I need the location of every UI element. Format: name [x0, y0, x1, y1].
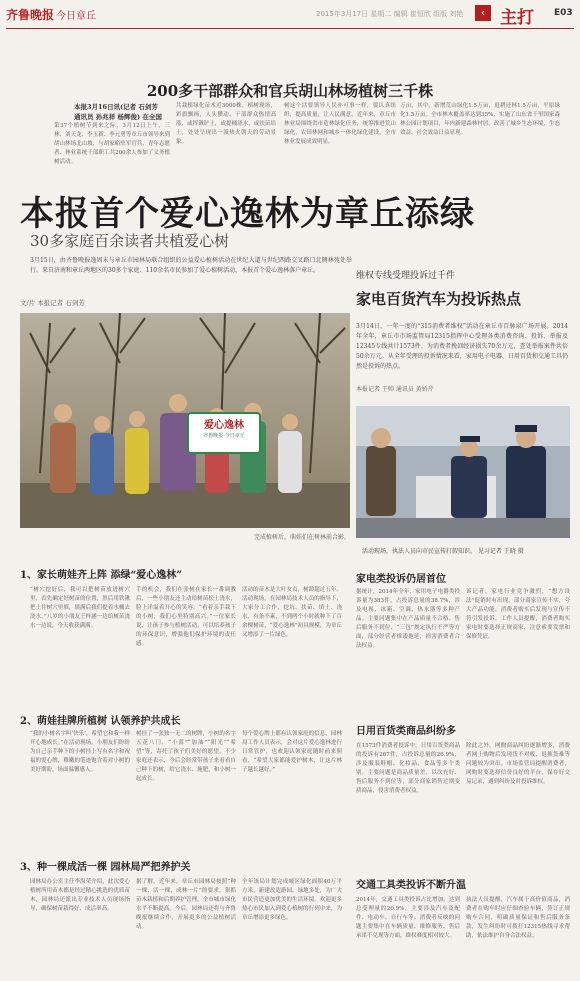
top-story-byline: 本报3月16日讯(记者 石剑芳 通讯员 孙兆祥 杨辉俊) 在全国 — [74, 103, 162, 121]
consumer-section-1-col-2: 诉记者，家电行业竞争激烈，“想方设法”促销时有出现，部分商家宣传不实，夸大产品功能，消费者购买后发现与宣传不符引发投诉。工作人员提醒，消费者购买家电时要选择正规商家，注意索要发票和保修凭证。 — [466, 589, 570, 640]
page-tab-label: 主打 — [500, 8, 534, 28]
section-2-heading: 2、萌娃挂牌所植树 认领养护共成长 — [20, 716, 181, 727]
top-story-col-2: 共栽植绿化苗木近3000株。植树现场，彩旗飘扬，人头攒动，干部群众热情高涨，或挥锹铲土，或提桶浇水，或扶苗培土，处处呈现出一派热火朝天的劳动景象。 — [176, 103, 276, 145]
section-3-col-1: 园林局办公室主任李海荣介绍，此次爱心植树所用苗木都是经过精心挑选的优质苗木，园林局还派出专业技术人员现场指导，确保树苗栽得好、成活率高。 — [30, 879, 130, 912]
consumer-headline: 家电百货汽车为投诉热点 — [356, 290, 522, 308]
main-subtitle: 30多家庭百余读者共植爱心树 — [30, 232, 230, 250]
section-name: 今日章丘 — [56, 11, 96, 22]
consumer-section-2-col-1: 在1573件消费者投诉中，日用百货类商品的投诉有267件，占投诉总量的26.9%，涉及服装鞋帽、化妆品、食品等多个类别。主要问题是商品质量差、以次充好、售后服务不到位等，部分商家销售过期变质商品，侵害消费者权益。 — [356, 743, 460, 794]
section-1-col-3: 活动的苗木是大叶女贞，树龄超过五年。活动现场，在园林局技术人员的指导下，大家分工合作，挖坑、扶苗、填土、浇水，有条不紊，不到两个小时就种下了百余棵树苗，“爱心逸林”初具规模，为章丘又增添了一片绿色。 — [242, 587, 342, 638]
consumer-kicker: 维权专线受理投诉过千件 — [356, 271, 456, 281]
consumer-section-2-col-2: 除此之外，网购商品纠纷逐渐增多，消费者网上购物后发现货不对板、退换货难等问题较为突出。市场监管局提醒消费者，网购时要选择信誉良好的平台，保存好交易记录，遇到纠纷及时投诉维权。 — [466, 743, 570, 785]
page-number: E03 — [554, 8, 573, 18]
top-story-col-1: 第37个植树节到来之际，3月12日上午，三林、刘天龙、李玉新、李元勇等章丘市领导来到胡山林场北山坡，与胡家峪驻军官兵、青年志愿者、林业系统干部职工共200余人参加了义务植树活动。 — [54, 123, 170, 165]
photo-sign-subtext: 齐鲁晚报·今日章丘 — [203, 433, 245, 439]
main-photo — [20, 313, 350, 528]
consumer-section-3-heading: 交通工具类投诉不断升温 — [356, 880, 466, 891]
consumer-lead: 3月14日，一年一度的“315消费者维权”活动在章丘市百脉泉广场开展。2014年全年，章丘市市场监管局12315指挥中心受理各类消费咨询、投诉、举报及12345专线共计1573件，为消费者挽回经济损失70余万元，查处举报案件共倍50余万元。从全年受理的投诉情况来看，家用电子电器、日用百货和交通工具仍然是投诉的热点。 — [356, 323, 568, 370]
chevron-left-icon: ‹ — [475, 5, 491, 21]
main-lead: 3月15日，由齐鲁晚报逸周末与章丘市园林局联合组织的公益爱心植树活动在世纪大道与世纪西路交叉路口北侧林苑处举行。来自济南和章丘两地区的30多个家庭、110余名市民参加了爱心植树活动，本报首个爱心逸林落户章丘。 — [30, 257, 352, 274]
consumer-section-1-heading: 家电类投诉仍居首位 — [356, 574, 446, 585]
consumer-photo-caption: 活动现场，执法人员向市民宣传打假知识。 见习记者 王晓 摄 — [362, 548, 524, 555]
section-1-heading: 1、家长萌娃齐上阵 添绿“爱心逸林” — [20, 570, 182, 581]
section-2-col-1: “我的小树名字叫‘快乐’，希望它和我一样开心地成长。”在活动现场，小朋友们纷纷为自己亲手种下的小树挂上写有名字和祝福的爱心牌，稚嫩的笔迹饱含着对小树的美好期盼，场面温馨感人。 — [30, 731, 130, 773]
consumer-section-1-col-1: 据统计，2014年全年，家用电子电器类投诉量为383件，占投诉总量的38.7%，涉及电视、冰箱、空调、热水器等多种产品。主要问题集中在产品质量不合格、售后服务不到位、“三包”规定执行不严等方面，部分经营者推诿拖延，损害消费者合法权益。 — [356, 589, 460, 649]
date-meta: 2015年3月17日 星期二 编辑 崔恒欣 组版 刘艳 — [316, 10, 464, 18]
section-1-col-1: “树穴挖好后，我可以把树苗放进树穴里，首先确定好树苗的位置，然后用铁锹把土往树穴里填，填满后我们提着水桶去浇水。”八岁的小朋友王梓涵一边给树苗浇水一边说，今天收获满满。 — [30, 587, 130, 629]
top-story-title: 200多干部群众和官兵胡山林场植树三千株 — [146, 82, 434, 100]
section-2-col-3: 每个爱心牌上都有认领家庭的信息，园林局工作人员表示，会对这片爱心逸林进行日常管护，也欢迎认领家庭随时前来照看，“希望大家都能爱护树木，让这片林子越长越好。” — [242, 731, 342, 773]
section-1-col-2: 手的机会，我们在张树在家长一番调教后，一些小朋友还主动给树苗松土浇水，脸上洋溢着开心的笑容。“看着亲手栽下的小树，我们心里特别高兴。”一位家长说，让孩子参与植树活动，可以培养孩子的环保意识，增强他们保护环境的责任感。 — [136, 587, 236, 647]
header-rule — [6, 28, 574, 29]
consumer-photo — [356, 406, 570, 538]
top-story-col-3: 树这个活要领导人民亦可事一样，要认真组织，提高质量，让人民满意。近年来，章丘市林业局围绕省市造林绿化任务，统筹推进荒山绿化、农田林网和城乡一体化绿化建设，全市林业发展成效明显。 — [284, 103, 396, 145]
top-story-col-4: 万亩，其中，新增荒山绿化1.5万亩，退耕还林1.5万亩，平原绿化1.5万亩。全市林木覆盖率达到35%，实施了山东省千里国家森林公园计划项目，年内新建森林村居，改善了城乡生态环境，生态效益、社会效益日益显现。 — [400, 103, 560, 136]
section-3-col-3: 全年该局计划完成城区绿化面积40万平方米，新建改造游园、绿地多处，为广大市民营造更加优美的生活环境。欢迎更多热心市民加入到爱心植树的行列中来，为章丘增添更多绿色。 — [242, 879, 342, 921]
consumer-section-3-col-1: 2014年，交通工具类投诉占比增加，达到总受理量的20.9%，主要涉及汽车及配件、电动车、自行车等。消费者反映的问题主要集中在车辆质量、维修服务、售后承诺不兑现等方面，维权难度相对较大。 — [356, 897, 460, 939]
main-photo-caption: 完成植树后，萌娃们在树林前合影。 — [253, 534, 350, 541]
consumer-byline: 本报记者 王帅 通讯员 黄娇芹 — [356, 386, 434, 393]
consumer-section-2-heading: 日用百货类商品纠纷多 — [356, 726, 456, 737]
newspaper-logo: 齐鲁晚报 — [6, 8, 55, 22]
main-byline: 文/片 本报记者 石剑芳 — [20, 299, 85, 307]
main-headline: 本报首个爱心逸林为章丘添绿 — [20, 194, 475, 234]
photo-sign-text: 爱心逸林 — [204, 420, 244, 431]
section-2-col-2: 树挂了一张独一无二的树牌，小树的名字五花八门，“小蓝”“加油”“阳光”“希望”等，寄托了孩子们美好的愿望。不少家庭还表示，今后会经常带孩子来看看自己种下的树，给它浇水、施肥，和小树一起成长。 — [136, 731, 236, 782]
section-3-col-2: 据了解，近年来，章丘市园林局按照“种一棵、活一棵、成林一片”的要求，狠抓苗木栽植和后期养护管理，全市城市绿化水平不断提高。今后，园林局还将与齐鲁晚报继续合作，开展更多的公益植树活动。 — [136, 879, 236, 930]
consumer-section-3-col-2: 执法人员提醒，汽车属于高价值商品，消费者在购车时应仔细查验车辆，签订正规购车合同，明确质量保证和售后服务条款，发生纠纷时可拨打12315热线寻求帮助，依法维护自身合法权益。 — [466, 897, 570, 939]
section-3-heading: 3、种一棵成活一棵 园林局严把养护关 — [20, 862, 191, 873]
